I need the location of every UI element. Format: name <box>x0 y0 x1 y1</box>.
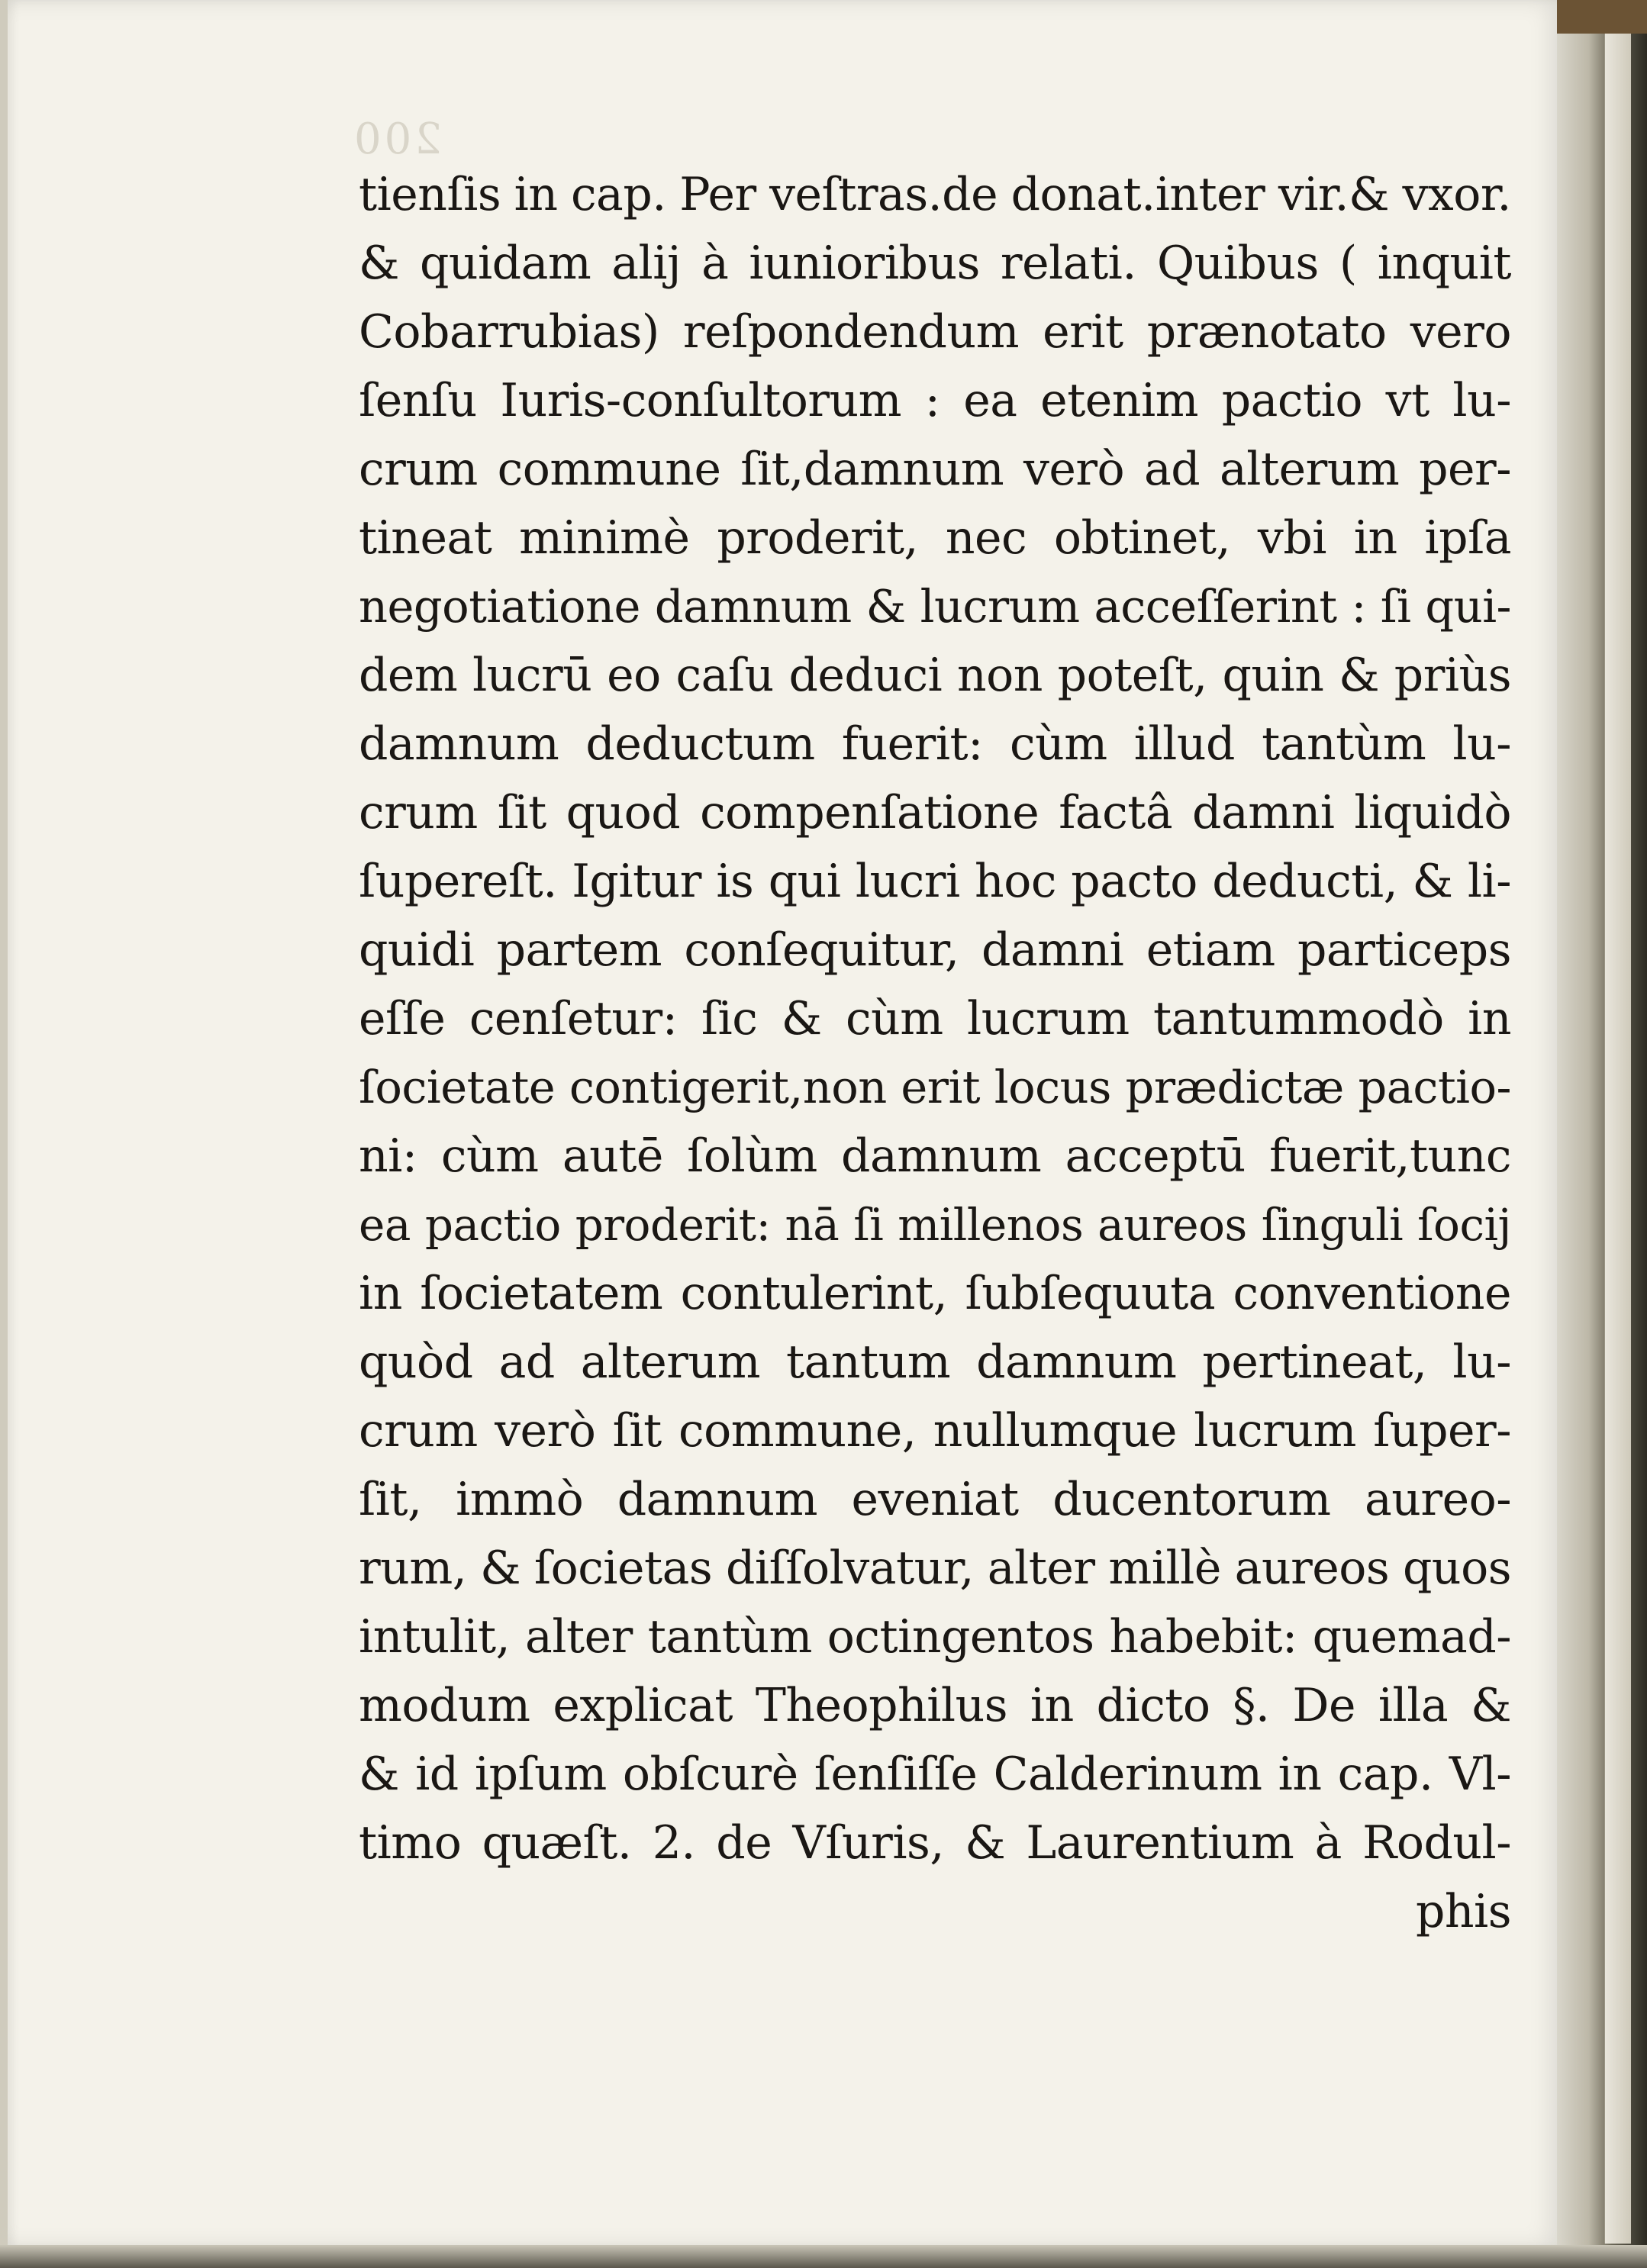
text-line: eſſe cenſetur: ſic & cùm lucrum tantummodò in <box>359 992 1511 1045</box>
text-line: modum explicat Theophilus in dicto §. De illa & <box>359 1679 1511 1732</box>
binding-cover-corner <box>1557 0 1647 34</box>
text-line: intulit, alter tantùm octingentos habebit: quemad- <box>359 1610 1511 1664</box>
text-line: quòd ad alterum tantum damnum pertineat, lu- <box>359 1335 1511 1389</box>
text-line: timo quæſt. 2. de Vſuris, & Laurentium à Rodul- <box>359 1816 1511 1870</box>
text-line: damnum deductum fuerit: cùm illud tantùm lu- <box>359 717 1511 771</box>
text-line: negotiatione damnum & lucrum acceſſerint : ſi qui- <box>359 580 1511 633</box>
page-number-bleedthrough: 200 <box>351 114 442 164</box>
bottom-page-edge <box>0 2245 1647 2268</box>
text-line: rum, & ſocietas diſſolvatur, alter millè aureos quos <box>359 1542 1511 1595</box>
text-line: dem lucrū eo caſu deduci non poteſt, quin & priùs <box>359 649 1511 702</box>
catchword: phis <box>1415 1885 1511 1938</box>
text-line: tienſis in cap. Per veſtras.de donat.inter vir.& vxor. <box>359 168 1511 221</box>
text-line: in ſocietatem contulerint, ſubſequuta conventione <box>359 1267 1511 1320</box>
text-line: ſocietate contigerit,non erit locus prædictæ pactio- <box>359 1061 1511 1113</box>
adjacent-page-edge <box>1604 31 1631 2244</box>
text-line: crum commune ſit,damnum verò ad alterum per- <box>359 443 1511 496</box>
text-line: Cobarrubias) reſpondendum erit prænotato vero <box>359 305 1511 359</box>
body-text <box>359 160 1511 1946</box>
text-line: ſit, immò damnum eveniat ducentorum aureo- <box>359 1473 1511 1526</box>
text-line: tineat minimè proderit, nec obtinet, vbi in ipſa <box>359 511 1511 565</box>
text-line: crum verò ſit commune, nullumque lucrum ſuper- <box>359 1404 1511 1458</box>
right-binding-edge <box>1557 0 1647 2268</box>
text-line: quidi partem conſequitur, damni etiam particeps <box>359 923 1511 977</box>
text-line: ſenſu Iuris-conſultorum : ea etenim pactio vt lu- <box>359 374 1511 427</box>
text-line: ſupereſt. Igitur is qui lucri hoc pacto deducti, & li- <box>359 855 1511 908</box>
text-line: ni: cùm autē ſolùm damnum acceptū fuerit,tunc <box>359 1129 1511 1183</box>
left-page-edge <box>0 0 8 2268</box>
text-line: ea pactio proderit: nā ſi millenos aureos ſinguli ſocij <box>359 1199 1511 1251</box>
text-line: & id ipſum obſcurè ſenſiſſe Calderinum in cap. Vl- <box>359 1748 1511 1801</box>
text-line: & quidam alij à iunioribus relati. Quibus ( inquit <box>359 237 1511 290</box>
text-line: crum ſit quod compenſatione factâ damni liquidò <box>359 786 1511 839</box>
